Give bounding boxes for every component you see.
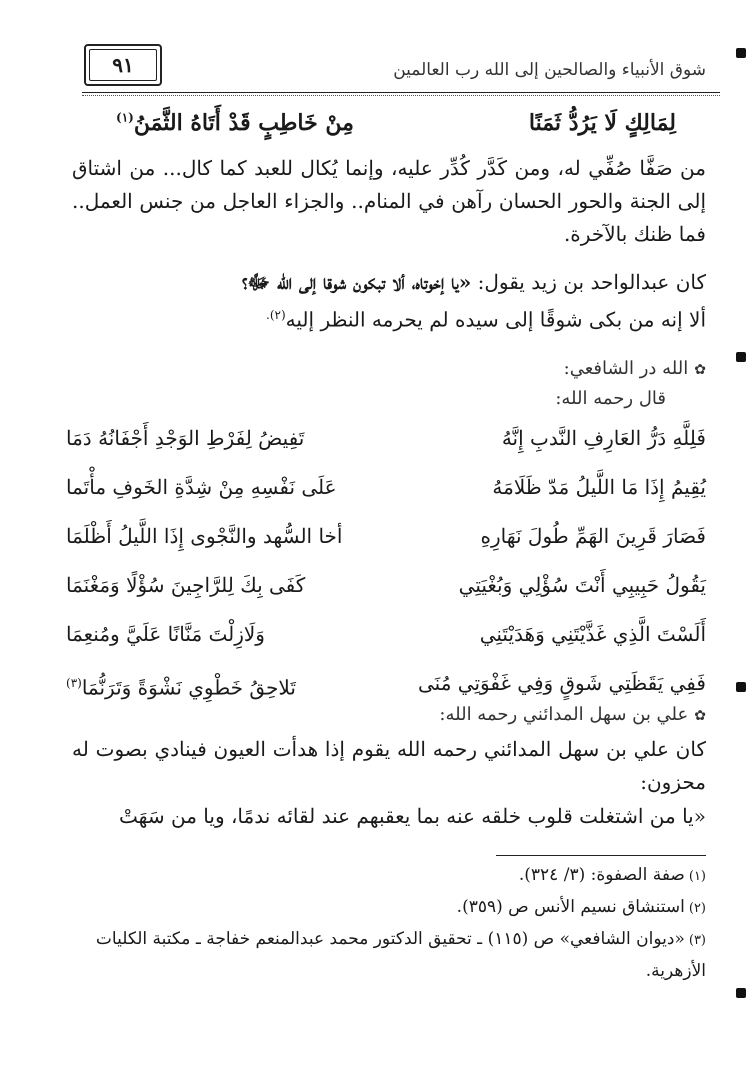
poem-line xyxy=(66,616,706,665)
footnote-ref: (٢). xyxy=(266,308,286,322)
poem-hemistich-1: فَلِلَّهِ دَرُّ العَارِفِ النَّدبِ إِنَّهُ xyxy=(501,426,706,450)
quote-text: «يا إخوتاه، ألا تبكون شوقا إلى الله ﷻ؟ xyxy=(241,270,472,294)
poem-hemistich-2: تَلاحِقُ خَطْوِي نَشْوَةً وَتَرَنُّمَا$^{(٣)}$ xyxy=(66,675,296,700)
section-title: ✿علي بن سهل المدائني رحمه الله: xyxy=(439,704,706,725)
margin-mark xyxy=(736,988,746,998)
margin-mark xyxy=(736,352,746,362)
header-rule xyxy=(82,92,720,93)
running-title: شوق الأنبياء والصالحين إلى الله رب العالمين xyxy=(393,60,706,80)
verse-hemistich-1: لِمَالِكٍ لَا يَرُدُّ ثَمَنًا xyxy=(528,110,676,136)
poem-hemistich-2: كَفَى بِكَ لِلرَّاجِينَ سُؤْلًا وَمَغْنَمَا xyxy=(66,573,306,597)
poem-hemistich-2: أخا السُّهد والنَّجْوى إِذَا اللَّيلُ أَظْلَمَا xyxy=(66,524,343,548)
page-number: ٩١ xyxy=(84,44,162,86)
footnote: (١)صفة الصفوة: (٣/ ٣٢٤). xyxy=(518,865,706,885)
poem-line xyxy=(66,469,706,518)
diamond-icon: ✿ xyxy=(694,362,706,378)
footnote-ref: (٣) xyxy=(66,676,82,690)
poem-line xyxy=(66,420,706,469)
footnote-rule xyxy=(496,855,706,856)
footnotes xyxy=(66,860,706,986)
poem-hemistich-1: أَلَسْتَ الَّذِي غَذَّيْتَنِي وَهَدَيْتَنِي xyxy=(479,622,706,646)
poem-hemistich-2: تَفِيضُ لِفَرْطِ الوَجْدِ أَجْفَانُهُ دَمَا xyxy=(66,426,305,450)
poem-hemistich-1: فَفِي يَقَظَتِي شَوقٍ وَفِي غَفْوَتِي مُنَى xyxy=(418,671,706,695)
margin-mark xyxy=(736,48,746,58)
poem-hemistich-2: وَلَازِلْتَ مَنَّانًا عَلَيَّ ومُنعِمَا xyxy=(66,622,265,646)
header-rule-dotted xyxy=(82,95,720,96)
poem-hemistich-1: يُقِيمُ إِذَا مَا اللَّيلُ مَدّ ظَلَامَهُ xyxy=(492,475,706,499)
paragraph: من صَفَّا صُفِّي له، ومن كَدَّر كُدِّر عليه، وإنما يُكال للعبد كما كال... من اشتاق إلى الجنة والحور الحسان رآهن في المنام.. والجزاء العاجل من جنس العمل.. فما ظنك بالآخرة. xyxy=(72,156,706,246)
footnote-ref: (١) xyxy=(116,110,134,125)
section-subtitle: قال رحمه الله: xyxy=(555,388,666,409)
section-title: ✿الله در الشافعي: xyxy=(563,358,706,379)
poem-line xyxy=(66,518,706,567)
verse-hemistich-2: مِنْ خَاطِبٍ قَدْ أَتَاهُ الثَّمَنُ$^{(١)}$ xyxy=(116,110,354,136)
poem-hemistich-1: يَقُولُ حَبِيبِي أَنْتَ سُؤْلِي وَبُغْيَتِي xyxy=(458,573,706,597)
poem-hemistich-1: فَصَارَ قَرِينَ الهَمِّ طُولَ نَهَارِهِ xyxy=(480,524,706,548)
poem xyxy=(66,420,706,714)
diamond-icon: ✿ xyxy=(694,708,706,724)
footnote: (٣)«ديوان الشافعي» ص (١١٥) ـ تحقيق الدكتور محمد عبدالمنعم خفاجة ـ مكتبة الكليات الأزهرية. xyxy=(95,929,706,981)
quote-lead: كان عبدالواحد بن زيد يقول: xyxy=(471,270,706,294)
quote-rest: ألا إنه من بكى شوقًا إلى سيده لم يحرمه النظر إليه xyxy=(285,307,706,332)
poem-hemistich-2: عَلَى نَفْسِهِ مِنْ شِدَّةِ الخَوفِ مأْتَما xyxy=(66,475,337,499)
footnote: (٢)استنشاق نسيم الأنس ص (٣٥٩). xyxy=(456,897,706,917)
intro-verse xyxy=(116,110,676,150)
poem-line xyxy=(66,567,706,616)
margin-mark xyxy=(736,682,746,692)
paragraph: كان علي بن سهل المدائني رحمه الله يقوم إذا هدأت العيون فينادي بصوت له محزون: xyxy=(72,737,706,794)
paragraph: «يا من اشتغلت قلوب خلقه عنه بما يعقبهم عند لقائه ندمًا، ويا من سَهَتْ xyxy=(119,804,706,828)
quote-paragraph xyxy=(72,266,706,337)
